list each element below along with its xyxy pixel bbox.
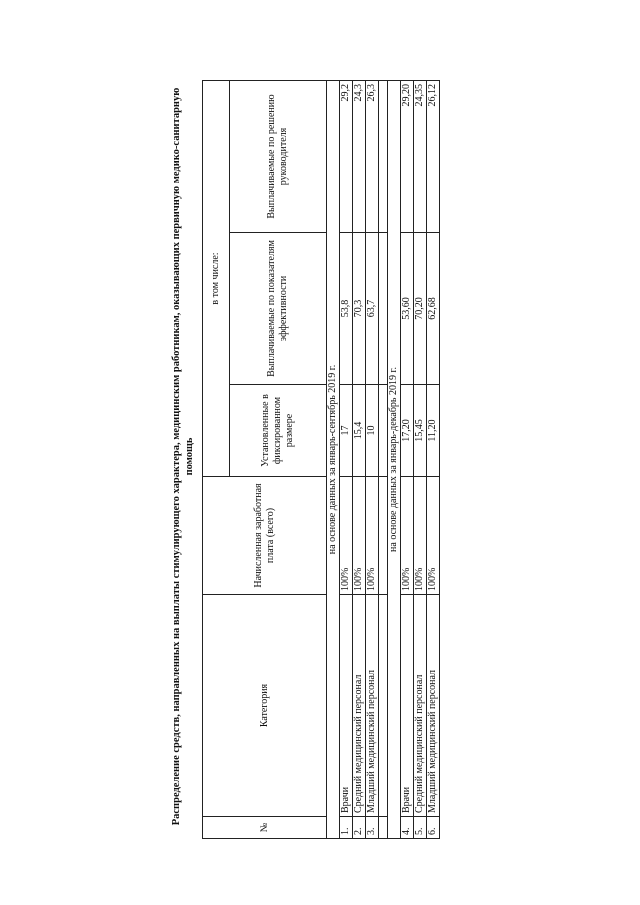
row-manager: 24,3 <box>353 80 366 232</box>
row-fixed: 11,20 <box>427 385 440 477</box>
header-total-salary: Начисленная заработная плата (всего) <box>203 477 327 595</box>
row-category: Врачи <box>401 595 414 817</box>
table-row <box>366 80 379 838</box>
row-total: 100% <box>353 477 366 595</box>
row-efficiency: 53,60 <box>401 233 414 385</box>
row-number: 2. <box>353 817 366 839</box>
header-manager-decision: Выплачиваемые по решению руководителя <box>230 80 327 232</box>
row-fixed: 17,20 <box>401 385 414 477</box>
table-spacer-row <box>379 80 388 838</box>
row-manager: 29,2 <box>340 80 353 232</box>
row-number: 6. <box>427 817 440 839</box>
row-number: 3. <box>366 817 379 839</box>
row-manager: 24,35 <box>414 80 427 232</box>
row-efficiency: 62,68 <box>427 233 440 385</box>
row-manager: 29,20 <box>401 80 414 232</box>
row-number: 4. <box>401 817 414 839</box>
row-category: Средний медицинский персонал <box>414 595 427 817</box>
table-row <box>414 80 427 838</box>
row-number: 1. <box>340 817 353 839</box>
table-row <box>427 80 440 838</box>
row-category: Средний медицинский персонал <box>353 595 366 817</box>
header-including: в том числе: <box>203 80 230 476</box>
row-efficiency: 63,7 <box>366 233 379 385</box>
header-category: Категория <box>203 595 327 817</box>
header-fixed: Установленные в фиксированном размере <box>230 385 327 477</box>
table-row <box>401 80 414 838</box>
row-total: 100% <box>401 477 414 595</box>
document-title: Распределение средств, направленных на выплаты стимулирующего характера, медицинским работникам, оказывающих первичную медико-санитарную помощь <box>171 87 195 826</box>
row-total: 100% <box>340 477 353 595</box>
header-number: № <box>203 817 327 839</box>
rotated-document-page <box>170 57 470 847</box>
period-label: на основе данных за январь-сентябрь 2019 г. <box>327 80 340 838</box>
row-total: 100% <box>366 477 379 595</box>
row-fixed: 15,45 <box>414 385 427 477</box>
row-fixed: 15,4 <box>353 385 366 477</box>
row-category: Младший медицинский персонал <box>427 595 440 817</box>
row-category: Младший медицинский персонал <box>366 595 379 817</box>
row-fixed: 10 <box>366 385 379 477</box>
row-manager: 26,3 <box>366 80 379 232</box>
row-number: 5. <box>414 817 427 839</box>
row-fixed: 17 <box>340 385 353 477</box>
distribution-table <box>202 80 440 839</box>
row-total: 100% <box>427 477 440 595</box>
header-efficiency: Выплачиваемые по показателям эффективности <box>230 233 327 385</box>
period-label: на основе данных за январь-декабрь 2019 г. <box>388 80 401 838</box>
table-row <box>353 80 366 838</box>
row-category: Врачи <box>340 595 353 817</box>
table-row <box>340 80 353 838</box>
row-total: 100% <box>414 477 427 595</box>
row-manager: 26,12 <box>427 80 440 232</box>
row-efficiency: 53,8 <box>340 233 353 385</box>
row-efficiency: 70,3 <box>353 233 366 385</box>
row-efficiency: 70,20 <box>414 233 427 385</box>
